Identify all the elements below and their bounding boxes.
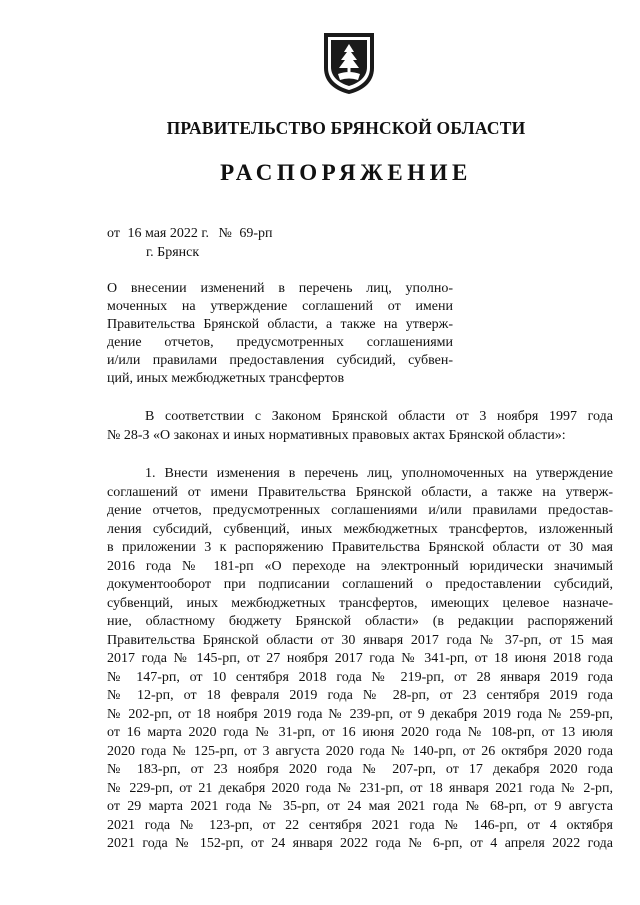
body-line: Правительства Брянской области от 30 января 2017 года № 37-рп, от 15 мая (107, 632, 613, 648)
subject-line: О внесении изменений в перечень лиц, уполно- (107, 281, 453, 296)
document-number: 69-рп (239, 226, 273, 241)
number-sign: № (218, 226, 232, 241)
document-city: г. Брянск (146, 245, 200, 260)
body-line: № 12-рп, от 18 февраля 2019 года № 28-рп, от 23 сентября 2019 года (107, 688, 613, 703)
subject-line: и/или правилами предоставления субсидий, субвен- (107, 353, 453, 368)
body-line: № 183-рп, от 23 ноября 2020 года № 207-рп, от 17 декабря 2020 года (107, 762, 613, 777)
document-date: 16 мая 2022 г. (127, 226, 210, 241)
body-line: 2021 года № 152-рп, от 24 января 2022 года № 6-рп, от 4 апреля 2022 года (107, 836, 613, 851)
body-line: ние, областному бюджету Брянской области» (в редакции распоряжений (107, 614, 613, 629)
document-date-line (107, 226, 273, 242)
body-line: 1. Внести изменения в перечень лиц, уполномоченных на утверждение (145, 466, 613, 481)
body-line: 2017 года № 145-рп, от 27 ноября 2017 года № 341-рп, от 18 июня 2018 года (107, 651, 613, 666)
clause-1-paragraph (107, 465, 613, 854)
body-line: 2021 года № 123-рп, от 22 сентября 2021 года № 146-рп, от 4 октября (107, 817, 613, 833)
preamble-paragraph (107, 408, 613, 445)
body-line: № 202-рп, от 18 ноября 2019 года № 239-рп, от 9 декабря 2019 года № 259-рп, (107, 706, 613, 722)
organization-title: ПРАВИТЕЛЬСТВО БРЯНСКОЙ ОБЛАСТИ (166, 118, 526, 138)
body-line: от 29 марта 2021 года № 35-рп, от 24 мая 2021 года № 68-рп, от 9 августа (107, 799, 613, 814)
body-line: В соответствии с Законом Брянской области от 3 ноября 1997 года (145, 409, 613, 424)
body-line: ления субсидий, субвенций, иных межбюджетных трансфертов, изложенный (107, 521, 613, 537)
subject-line: ций, иных межбюджетных трансфертов (107, 371, 345, 386)
body-line: 2020 года № 125-рп, от 3 августа 2020 года № 140-рп, от 26 октября 2020 года (107, 743, 613, 759)
body-line: № 147-рп, от 10 сентября 2018 года № 219-рп, от 28 января 2019 года (107, 669, 613, 685)
subject-line: Правительства Брянской области, а также на утверж- (107, 317, 453, 332)
body-line: № 28-З «О законах и иных нормативных правовых актах Брянской области»: (107, 427, 566, 443)
body-line: в приложении 3 к распоряжению Правительства Брянской области от 30 мая (107, 540, 613, 555)
body-line: соглашений от имени Правительства Брянской области, а также на утверж- (107, 484, 613, 500)
subject-line: дение отчетов, предусмотренных соглашениями (107, 335, 453, 350)
body-line: документооборот при подписании соглашений о предоставлении субсидий, (107, 577, 613, 592)
bryansk-region-coat-of-arms-icon (321, 30, 377, 96)
body-line: № 229-рп, от 21 декабря 2020 года № 231-рп, от 18 января 2021 года № 2-рп, (107, 780, 613, 796)
body-line: 2016 года № 181-рп «О переходе на электронный юридически значимый (107, 558, 613, 574)
document-type-title: РАСПОРЯЖЕНИЕ (220, 160, 472, 185)
body-line: от 16 марта 2020 года № 31-рп, от 16 июня 2020 года № 108-рп, от 13 июля (107, 725, 613, 740)
body-line: дение отчетов, предусмотренных соглашениями и/или правилами предостав- (107, 503, 613, 518)
body-line: субвенций, иных межбюджетных трансфертов, имеющих целевое назначе- (107, 595, 613, 611)
subject-line: моченных на утверждение соглашений от имени (107, 299, 453, 314)
date-prefix: от (107, 226, 120, 241)
document-subject (107, 280, 453, 388)
